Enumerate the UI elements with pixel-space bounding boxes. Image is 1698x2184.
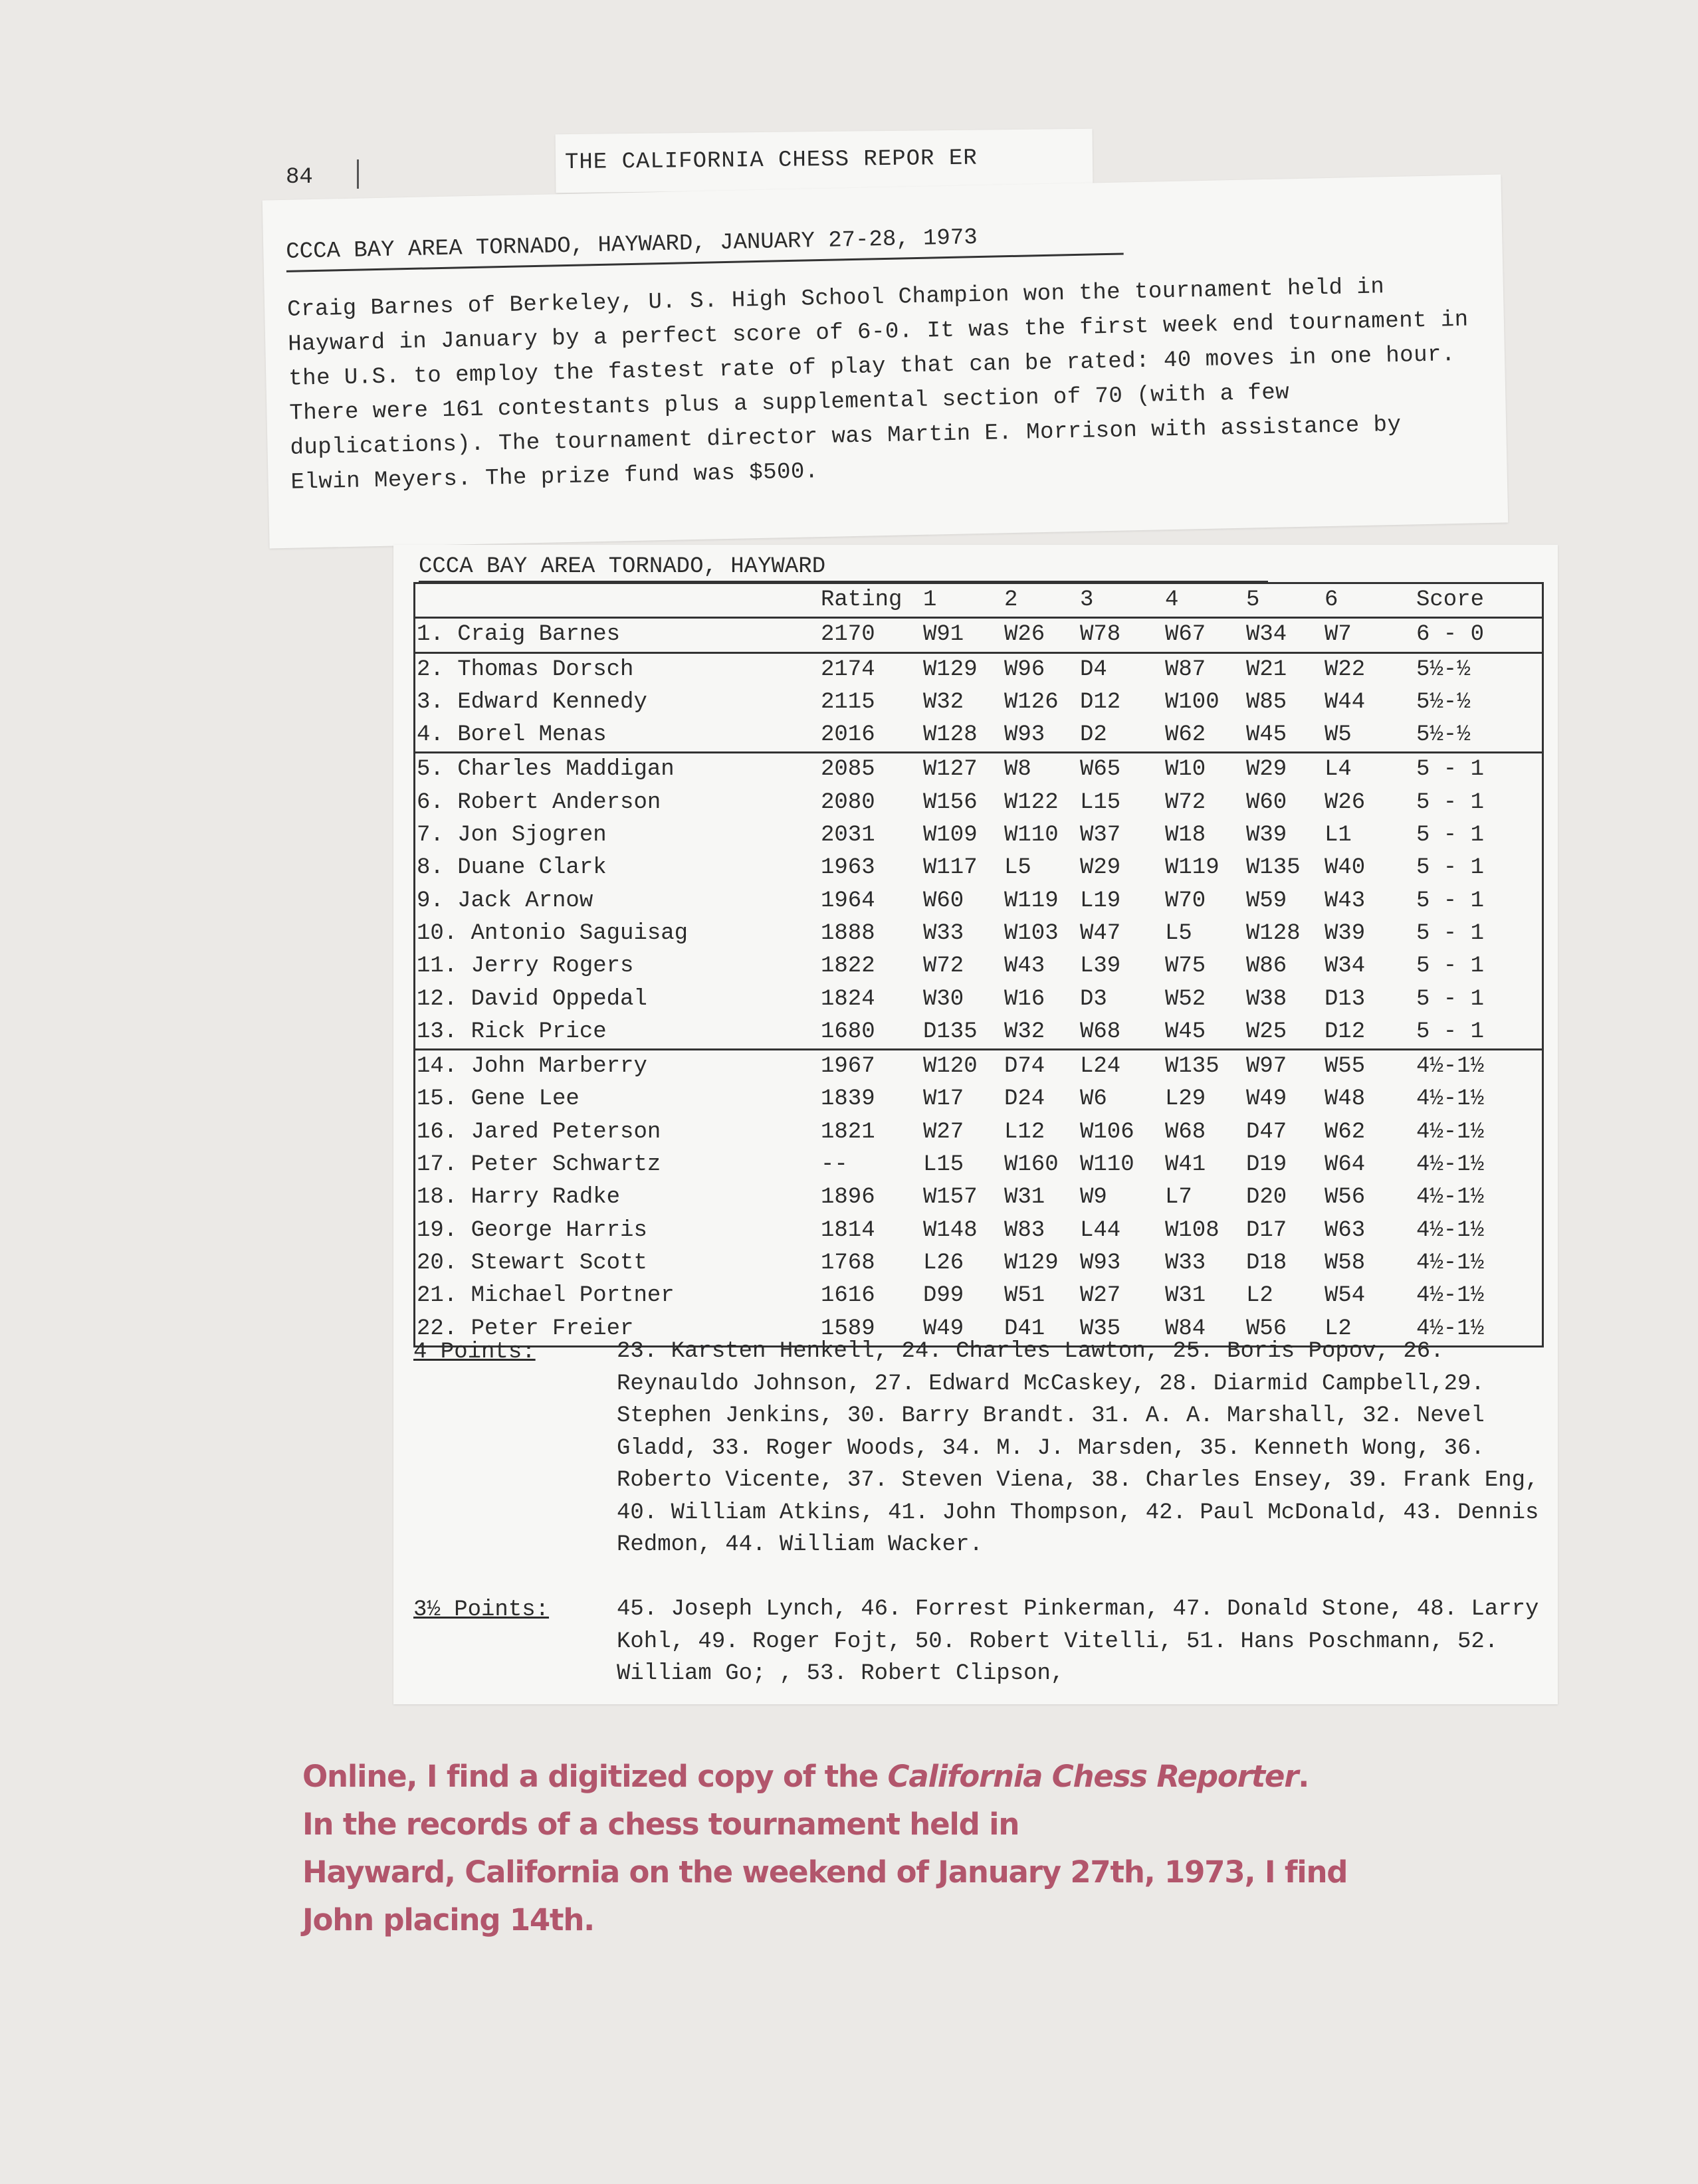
header-round-6: 6	[1325, 587, 1338, 613]
page-number-divider	[357, 159, 359, 189]
cell-r6: W64	[1325, 1152, 1366, 1178]
cell-r4: W87	[1165, 656, 1206, 682]
cell-rating: 1814	[821, 1217, 875, 1243]
cell-r6: W43	[1325, 888, 1366, 914]
cell-r5: W49	[1246, 1086, 1287, 1112]
cell-r1: W127	[923, 757, 978, 783]
cell-r5: D20	[1246, 1185, 1287, 1211]
header-rating: Rating	[821, 587, 902, 613]
cell-r6: W56	[1325, 1185, 1366, 1211]
table-row	[415, 1149, 1542, 1181]
cell-r6: W58	[1325, 1250, 1366, 1276]
cell-r5: D18	[1246, 1250, 1287, 1276]
cell-r3: W9	[1080, 1185, 1107, 1211]
cell-r3: L19	[1080, 888, 1121, 914]
cell-score: 5 - 1	[1416, 986, 1485, 1012]
cell-score: 4½-1½	[1416, 1054, 1485, 1080]
cell-score: 4½-1½	[1416, 1250, 1485, 1276]
cell-rating: 1888	[821, 920, 875, 946]
cell-r1: W32	[923, 689, 964, 715]
cell-r6: L1	[1325, 823, 1352, 848]
cell-r1: W17	[923, 1086, 964, 1112]
table-row	[415, 885, 1542, 918]
cell-r6: W26	[1325, 789, 1366, 815]
header-round-3: 3	[1080, 587, 1094, 613]
cell-rating: 1680	[821, 1019, 875, 1044]
cell-r1: W157	[923, 1185, 978, 1211]
cell-r2: W160	[1004, 1152, 1059, 1178]
cell-r6: W48	[1325, 1086, 1366, 1112]
cell-r3: L15	[1080, 789, 1121, 815]
cell-r1: W60	[923, 888, 964, 914]
cell-r3: W6	[1080, 1086, 1107, 1112]
cell-r1: W117	[923, 855, 978, 881]
caption-line-3: Hayward, California on the weekend of January 27th, 1973, I find	[302, 1854, 1348, 1890]
cell-r5: W85	[1246, 689, 1287, 715]
cell-r3: W93	[1080, 1250, 1121, 1276]
cell-r1: W27	[923, 1119, 964, 1145]
cell-r1: L15	[923, 1152, 964, 1178]
cell-r1: W91	[923, 622, 964, 648]
caption-line-1-text: Online, I find a digitized copy of the	[302, 1759, 888, 1794]
cell-r5: W34	[1246, 622, 1287, 648]
cell-r2: W31	[1004, 1185, 1045, 1211]
cell-score: 5 - 1	[1416, 920, 1485, 946]
cell-rating: 1839	[821, 1086, 875, 1112]
cell-rating: 1896	[821, 1185, 875, 1211]
cell-r4: W33	[1165, 1250, 1206, 1276]
table-row	[415, 753, 1542, 786]
cell-r5: W135	[1246, 855, 1301, 881]
cell-r6: D13	[1325, 986, 1366, 1012]
cell-r2: W126	[1004, 689, 1059, 715]
cell-r3: W29	[1080, 855, 1121, 881]
four-points-label: 4 Points:	[413, 1340, 536, 1365]
cell-r2: W32	[1004, 1019, 1045, 1044]
cell-rating: 1768	[821, 1250, 875, 1276]
cell-score: 6 - 0	[1416, 622, 1485, 648]
cell-r5: W29	[1246, 757, 1287, 783]
publication-header: THE CALIFORNIA CHESS REPOR ER	[564, 146, 978, 176]
cell-rating: 2031	[821, 823, 875, 848]
cell-name: 5. Charles Maddigan	[417, 757, 675, 783]
cell-r2: L12	[1004, 1119, 1045, 1145]
cell-name: 7. Jon Sjogren	[417, 823, 607, 848]
cell-r4: W119	[1165, 855, 1220, 881]
header-round-1: 1	[923, 587, 937, 613]
cell-r2: W26	[1004, 622, 1045, 648]
cell-name: 11. Jerry Rogers	[417, 953, 634, 979]
cell-name: 6. Robert Anderson	[417, 789, 661, 815]
cell-r6: W7	[1325, 622, 1352, 648]
cell-r2: W83	[1004, 1217, 1045, 1243]
cell-r3: W68	[1080, 1019, 1121, 1044]
table-row	[415, 1016, 1542, 1050]
caption-line-1	[302, 1753, 1499, 1801]
cell-r5: D19	[1246, 1152, 1287, 1178]
cell-name: 18. Harry Radke	[417, 1185, 621, 1211]
three-half-points-list: 45. Joseph Lynch, 46. Forrest Pinkerman, 47. Donald Stone, 48. Larry Kohl, 49. Roger Fojt, 50. Robert Vitelli, 51. Hans Poschmann, 52. William Go; , 53. Robert Clipson,	[617, 1597, 1539, 1686]
table-row	[415, 950, 1542, 983]
cell-r1: W156	[923, 789, 978, 815]
cell-r5: W38	[1246, 986, 1287, 1012]
cell-r5: W128	[1246, 920, 1301, 946]
cell-r1: W128	[923, 722, 978, 748]
cell-score: 4½-1½	[1416, 1185, 1485, 1211]
cell-r2: W43	[1004, 953, 1045, 979]
cell-r1: W129	[923, 656, 978, 682]
cell-r6: W63	[1325, 1217, 1366, 1243]
cell-r2: D74	[1004, 1054, 1045, 1080]
cell-r3: W35	[1080, 1316, 1121, 1341]
cell-score: 5 - 1	[1416, 855, 1485, 881]
cell-name: 4. Borel Menas	[417, 722, 607, 748]
cell-score: 4½-1½	[1416, 1086, 1485, 1112]
cell-score: 4½-1½	[1416, 1316, 1485, 1341]
cell-rating: 2170	[821, 622, 875, 648]
cell-r4: L7	[1165, 1185, 1192, 1211]
header-round-2: 2	[1004, 587, 1018, 613]
intro-paragraph: Craig Barnes of Berkeley, U. S. High School Champion won the tournament held in Hayward in January by a perfect score of 6-0. It was the first week end tournament in the U.S. to employ the fastest rate of play that can be rated: 40 moves in one hour. There were 161 contestants plus a supplemental section of 70 (with a few duplications). The tournament director was Martin E. Morrison with assistance by Elwin Meyers. The prize fund was $500.	[286, 274, 1469, 496]
cell-rating: 1824	[821, 986, 875, 1012]
caption-line-1-end: .	[1298, 1759, 1309, 1794]
cell-r5: W59	[1246, 888, 1287, 914]
cell-r1: W30	[923, 986, 964, 1012]
cell-r3: W47	[1080, 920, 1121, 946]
intro-clipping	[263, 175, 1509, 549]
cell-r6: W54	[1325, 1283, 1366, 1309]
cell-r6: W34	[1325, 953, 1366, 979]
cell-r1: W109	[923, 823, 978, 848]
cell-r1: L26	[923, 1250, 964, 1276]
cell-r1: D99	[923, 1283, 964, 1309]
table-row	[415, 1215, 1542, 1247]
table-row	[415, 1116, 1542, 1149]
cell-r3: L39	[1080, 953, 1121, 979]
cell-r5: W45	[1246, 722, 1287, 748]
cell-r5: W97	[1246, 1054, 1287, 1080]
cell-rating: 2115	[821, 689, 875, 715]
cell-r1: W72	[923, 953, 964, 979]
cell-score: 5 - 1	[1416, 1019, 1485, 1044]
cell-r4: L29	[1165, 1086, 1206, 1112]
cell-r4: W84	[1165, 1316, 1206, 1341]
four-points-list: 23. Karsten Henkell, 24. Charles Lawton, 25. Boris Popov, 26. Reynauldo Johnson, 27. Edward McCaskey, 28. Diarmid Campbell,29. Stephen Jenkins, 30. Barry Brandt. 31. A. A. Marshall, 32. Nevel Gladd, 33. Roger Woods, 34. M. J. Marsden, 35. Kenneth Wong, 36. Roberto Vicente, 37. Steven Viena, 38. Charles Ensey, 39. Frank Eng, 40. William Atkins, 41. John Thompson, 42. Paul McDonald, 43. Dennis Redmon, 44. William Wacker.	[617, 1339, 1539, 1557]
cell-r1: W148	[923, 1217, 978, 1243]
cell-r2: W103	[1004, 920, 1059, 946]
cell-name: 8. Duane Clark	[417, 855, 607, 881]
cell-rating: 1964	[821, 888, 875, 914]
cell-r4: L5	[1165, 920, 1192, 946]
caption-publication-title: California Chess Reporter	[887, 1759, 1299, 1794]
cell-r6: D12	[1325, 1019, 1366, 1044]
cell-name: 14. John Marberry	[417, 1054, 647, 1080]
cell-r5: W25	[1246, 1019, 1287, 1044]
cell-r2: W16	[1004, 986, 1045, 1012]
cell-name: 17. Peter Schwartz	[417, 1152, 661, 1178]
cell-rating: 1967	[821, 1054, 875, 1080]
table-row	[415, 852, 1542, 884]
cell-name: 15. Gene Lee	[417, 1086, 580, 1112]
cell-score: 5 - 1	[1416, 789, 1485, 815]
cell-r6: W40	[1325, 855, 1366, 881]
cell-r3: W78	[1080, 622, 1121, 648]
cell-rating: 2016	[821, 722, 875, 748]
cell-r4: W67	[1165, 622, 1206, 648]
table-row	[415, 1247, 1542, 1280]
table-row	[415, 1181, 1542, 1214]
cell-r4: W135	[1165, 1054, 1220, 1080]
cell-name: 21. Michael Portner	[417, 1283, 675, 1309]
cell-r3: W37	[1080, 823, 1121, 848]
cell-r6: W22	[1325, 656, 1366, 682]
cell-rating: 2080	[821, 789, 875, 815]
cell-r3: L44	[1080, 1217, 1121, 1243]
standings-title: CCCA BAY AREA TORNADO, HAYWARD	[419, 554, 826, 579]
cell-r3: D3	[1080, 986, 1107, 1012]
three-half-points-label: 3½ Points:	[413, 1597, 550, 1623]
cell-score: 4½-1½	[1416, 1283, 1485, 1309]
cell-r4: W72	[1165, 789, 1206, 815]
cell-score: 4½-1½	[1416, 1119, 1485, 1145]
table-row	[415, 1280, 1542, 1312]
cell-r5: D17	[1246, 1217, 1287, 1243]
cell-r1: D135	[923, 1019, 978, 1044]
cell-name: 12. David Oppedal	[417, 986, 647, 1012]
cell-r3: W27	[1080, 1283, 1121, 1309]
cell-rating: 1821	[821, 1119, 875, 1145]
cell-name: 10. Antonio Saguisag	[417, 920, 689, 946]
cell-r3: W106	[1080, 1119, 1134, 1145]
cell-rating: 2174	[821, 656, 875, 682]
table-row	[415, 719, 1542, 753]
cell-name: 20. Stewart Scott	[417, 1250, 647, 1276]
cell-name: 3. Edward Kennedy	[417, 689, 647, 715]
cell-r5: D47	[1246, 1119, 1287, 1145]
cell-rating: --	[821, 1152, 848, 1178]
cell-r2: W110	[1004, 823, 1059, 848]
standings-clipping	[393, 545, 1558, 1704]
table-row	[415, 819, 1542, 852]
cell-r3: D2	[1080, 722, 1107, 748]
cell-name: 16. Jared Peterson	[417, 1119, 661, 1145]
cell-r2: W119	[1004, 888, 1059, 914]
cell-rating: 1616	[821, 1283, 875, 1309]
cell-r2: W51	[1004, 1283, 1045, 1309]
table-row	[415, 619, 1542, 653]
cell-score: 5 - 1	[1416, 953, 1485, 979]
cell-r4: W52	[1165, 986, 1206, 1012]
cell-r2: D24	[1004, 1086, 1045, 1112]
cell-r1: W33	[923, 920, 964, 946]
cell-score: 5 - 1	[1416, 757, 1485, 783]
cell-r3: L24	[1080, 1054, 1121, 1080]
cell-r5: W86	[1246, 953, 1287, 979]
cell-r4: W70	[1165, 888, 1206, 914]
cell-r4: W31	[1165, 1283, 1206, 1309]
cell-name: 13. Rick Price	[417, 1019, 607, 1044]
cell-r6: W5	[1325, 722, 1352, 748]
cell-r2: W8	[1004, 757, 1031, 783]
cell-r6: L4	[1325, 757, 1352, 783]
cell-r4: W75	[1165, 953, 1206, 979]
cell-r4: W45	[1165, 1019, 1206, 1044]
cell-r3: D4	[1080, 656, 1107, 682]
cell-r1: W49	[923, 1316, 964, 1341]
cell-rating: 1822	[821, 953, 875, 979]
cell-r2: W129	[1004, 1250, 1059, 1276]
header-score: Score	[1416, 587, 1485, 613]
cell-r4: W10	[1165, 757, 1206, 783]
table-row	[415, 1050, 1542, 1083]
cell-rating: 1963	[821, 855, 875, 881]
cell-r2: L5	[1004, 855, 1031, 881]
cell-r2: W96	[1004, 656, 1045, 682]
table-row	[415, 983, 1542, 1016]
cell-r3: W65	[1080, 757, 1121, 783]
cell-score: 5½-½	[1416, 656, 1471, 682]
table-row	[415, 787, 1542, 819]
cell-r2: W122	[1004, 789, 1059, 815]
cell-r5: L2	[1246, 1283, 1273, 1309]
cell-name: 22. Peter Freier	[417, 1316, 634, 1341]
cell-score: 5 - 1	[1416, 823, 1485, 848]
cell-r4: W41	[1165, 1152, 1206, 1178]
cell-r2: W93	[1004, 722, 1045, 748]
standings-rows	[415, 619, 1542, 1345]
cell-rating: 2085	[821, 757, 875, 783]
caption-line-4: John placing 14th.	[302, 1902, 595, 1937]
cell-r4: W68	[1165, 1119, 1206, 1145]
standings-table	[413, 582, 1544, 1347]
table-row	[415, 1083, 1542, 1116]
cell-r4: W18	[1165, 823, 1206, 848]
cell-name: 1. Craig Barnes	[417, 622, 621, 648]
cell-name: 9. Jack Arnow	[417, 888, 593, 914]
table-header-row	[415, 584, 1542, 619]
cell-r6: W44	[1325, 689, 1366, 715]
table-row	[415, 686, 1542, 719]
cell-score: 4½-1½	[1416, 1217, 1485, 1243]
cell-score: 5½-½	[1416, 722, 1471, 748]
cell-r6: L2	[1325, 1316, 1352, 1341]
cell-score: 5 - 1	[1416, 888, 1485, 914]
header-round-4: 4	[1165, 587, 1179, 613]
cell-r4: W62	[1165, 722, 1206, 748]
cell-r2: D41	[1004, 1316, 1045, 1341]
page-number: 84	[286, 165, 313, 190]
cell-r5: W21	[1246, 656, 1287, 682]
cell-score: 5½-½	[1416, 689, 1471, 715]
cell-r3: W110	[1080, 1152, 1134, 1178]
cell-r6: W55	[1325, 1054, 1366, 1080]
intro-title: CCCA BAY AREA TORNADO, HAYWARD, JANUARY 27-28, 1973	[285, 225, 978, 265]
cell-r3: D12	[1080, 689, 1121, 715]
table-row	[415, 654, 1542, 686]
cell-rating: 1589	[821, 1316, 875, 1341]
cell-score: 4½-1½	[1416, 1152, 1485, 1178]
table-row	[415, 918, 1542, 950]
cell-name: 2. Thomas Dorsch	[417, 656, 634, 682]
cell-r5: W60	[1246, 789, 1287, 815]
cell-r5: W56	[1246, 1316, 1287, 1341]
cell-name: 19. George Harris	[417, 1217, 647, 1243]
cell-r6: W62	[1325, 1119, 1366, 1145]
cell-r5: W39	[1246, 823, 1287, 848]
header-round-5: 5	[1246, 587, 1260, 613]
caption-line-2: In the records of a chess tournament held in	[302, 1807, 1019, 1842]
cell-r1: W120	[923, 1054, 978, 1080]
cell-r6: W39	[1325, 920, 1366, 946]
caption	[302, 1753, 1499, 1944]
publication-header-clipping	[556, 129, 1093, 193]
cell-r4: W100	[1165, 689, 1220, 715]
cell-r4: W108	[1165, 1217, 1220, 1243]
